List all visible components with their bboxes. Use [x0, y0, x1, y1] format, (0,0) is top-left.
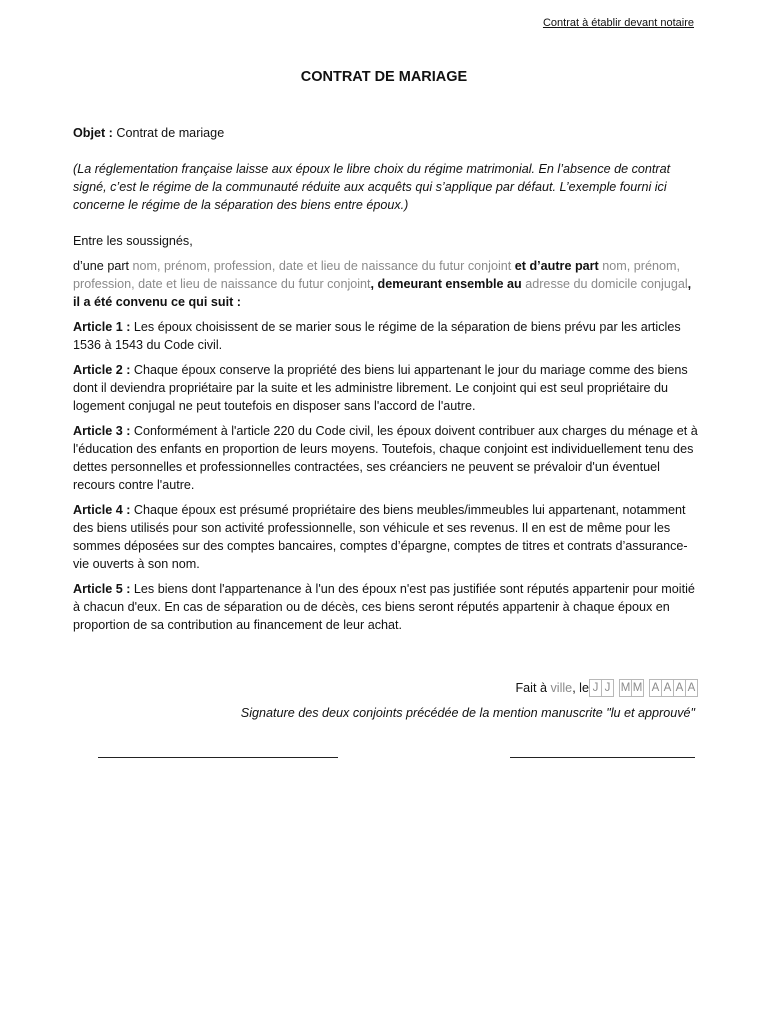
city-placeholder[interactable]: ville: [550, 681, 573, 695]
part2-prefix: et d’autre part: [511, 259, 603, 273]
contract-body: [73, 124, 701, 641]
day-digit-2[interactable]: J: [601, 679, 614, 697]
article-label: Article 3 :: [73, 424, 131, 438]
signature-line-right[interactable]: [510, 757, 695, 758]
header-note: Contrat à établir devant notaire: [542, 17, 694, 29]
address-placeholder[interactable]: adresse du domicile conjugal: [525, 277, 688, 291]
article-label: Article 5 :: [73, 582, 131, 596]
article-2: [73, 361, 701, 415]
parties-intro: Entre les soussignés,: [73, 234, 193, 248]
page-title: CONTRAT DE MARIAGE: [300, 69, 468, 85]
object-label: Objet :: [73, 126, 113, 140]
regime-note: (La réglementation française laisse aux époux le libre choix du régime matrimonial. En l’absence de contrat signé, c’est le régime de la communauté réduite aux acquêts qui s’applique par défaut. L’exemple fourni ici concerne le régime de la séparation des biens entre époux.): [73, 162, 671, 212]
article-1: [73, 318, 701, 354]
article-text: Chaque époux est présumé propriétaire des biens meubles/immeubles lui appartenant, notamment des biens utilisés pour son activité professionnelle, son véhicule et ses revenus. Il en est de même pour les sommes déposées sur des comptes bancaires, comptes d’épargne, comptes de titres et contrats d’assurance-vie ouverts à son nom.: [73, 503, 688, 571]
residence-text: , demeurant ensemble au: [370, 277, 526, 291]
article-text: Chaque époux conserve la propriété des biens lui appartenant le jour du mariage comme des biens dont il deviendra propriétaire par la suite et les administre librement. Le conjoint qui est seul propriétaire du logement conjugal ne peut toutefois en disposer sans l'accord de l'autre.: [73, 363, 688, 413]
signature-line-left[interactable]: [98, 757, 338, 758]
article-label: Article 1 :: [73, 320, 131, 334]
article-text: Conformément à l'article 220 du Code civil, les époux doivent contribuer aux charges du ménage et à l'éducation des enfants en proportion de leurs moyens. Toutefois, chaque conjoint est individuellement tenu des dettes personnelles et professionnelles contractées, ses créanciers ne peuvent se prévaloir d'un éventuel recours contre l'autre.: [73, 424, 698, 492]
spouse2-placeholder[interactable]: nom, prénom, profession, date et lieu de naissance du futur conjoint: [73, 259, 680, 291]
object-line: [73, 124, 701, 142]
article-text: Les biens dont l'appartenance à l'un des époux n'est pas justifiée sont réputés appartenir pour moitié à chacun d'eux. En cas de séparation ou de décès, ces biens seront réputés appartenir à chaque époux en proportion de sa contribution au financement de leur achat.: [73, 582, 695, 632]
object-value: Contrat de mariage: [112, 126, 225, 140]
month-digit-2[interactable]: M: [631, 679, 644, 697]
spouse1-placeholder[interactable]: nom, prénom, profession, date et lieu de naissance du futur conjoint: [132, 259, 512, 273]
article-4: [73, 501, 701, 573]
article-label: Article 2 :: [73, 363, 131, 377]
parties-paragraph: [73, 257, 701, 311]
signature-note: Signature des deux conjoints précédée de la mention manuscrite "lu et approuvé": [240, 706, 695, 720]
year-digit-3[interactable]: A: [673, 679, 686, 697]
part1-prefix: d’une part: [73, 259, 133, 273]
article-label: Article 4 :: [73, 503, 131, 517]
date-le: , le: [572, 681, 589, 695]
article-3: [73, 422, 701, 494]
year-digit-2[interactable]: A: [661, 679, 674, 697]
date-prefix: Fait à: [515, 681, 551, 695]
year-digit-1[interactable]: A: [649, 679, 662, 697]
date-line: [515, 679, 698, 697]
agreement-text: , il a été convenu ce qui suit :: [73, 277, 692, 309]
article-text: Les époux choisissent de se marier sous le régime de la séparation de biens prévu par les articles 1536 à 1543 du Code civil.: [73, 320, 681, 352]
month-digit-1[interactable]: M: [619, 679, 632, 697]
article-5: [73, 580, 701, 634]
day-digit-1[interactable]: J: [589, 679, 602, 697]
year-digit-4[interactable]: A: [685, 679, 698, 697]
